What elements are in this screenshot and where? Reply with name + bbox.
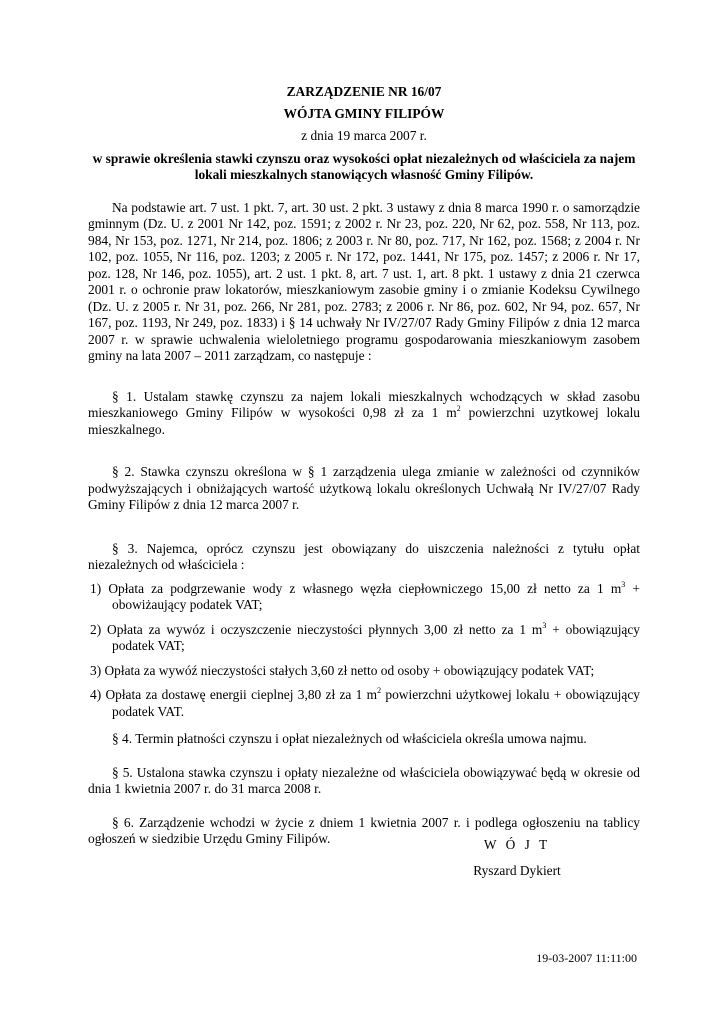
section-4-paragraph: § 4. Termin płatności czynszu i opłat niezależnych od właściciela określa umowa najmu. — [112, 731, 587, 746]
fee-item-1: 1) Opłata za podgrzewanie wody z własnego węzła ciepłowniczego 15,00 zł netto za 1 $m^3$ + obowiżaujący podatek VAT; — [90, 579, 640, 612]
fee-item-3: 3) Opłata za wywóź nieczystości stałych 3,60 zł netto od osoby + obowiązujący podatek VAT; — [90, 662, 595, 678]
section-3-paragraph: § 3. Najemca, oprócz czynszu jest obowiązany do uiszczenia należności z tytułu opłat niezależnych od właściciela : — [88, 540, 640, 572]
section-5-paragraph: § 5. Ustalona stawka czynszu i opłaty niezależne od właściciela obowiązywać będą w okresie od dnia 1 kwietnia 2007 r. do 31 marca 2008 r. — [88, 764, 640, 796]
document-issuer: WÓJTA GMINY FILIPÓW — [283, 105, 445, 121]
section-1-paragraph: § 1. Ustalam stawkę czynszu za najem lokali mieszkalnych wchodzących w skład zasobu mieszkaniowego Gminy Filipów w wysokości 0,98 zł za 1 $m^2$ powierzchni uzytkowej lokalu mieszkalnego. — [88, 388, 640, 437]
fee-item-2: 2) Opłata za wywóz i oczyszczenie nieczystości płynnych 3,00 zł netto za 1 $m^3$ + obowiązujący podatek VAT; — [90, 620, 640, 653]
document-page — [88, 84, 640, 848]
section-6-paragraph: § 6. Zarządzenie wchodzi w życie z dniem 1 kwietnia 2007 r. i podlega ogłoszeniu na tablicy ogłoszeń w siedzibie Urzędu Gminy Filipów. — [88, 814, 640, 846]
document-date: z dnia 19 marca 2007 r. — [301, 128, 427, 143]
document-title: ZARZĄDZENIE NR 16/07 — [286, 84, 442, 99]
fee-item-4: 4) Opłata za dostawę energii cieplnej 3,80 zł za 1 $m^2$ powierzchni użytkowej lokalu + obowiązujący podatek VAT. — [90, 686, 640, 719]
section-2-paragraph: § 2. Stawka czynszu określona w § 1 zarządzenia ulega zmianie w zależności od czynników podwyższających i obniżających wartość użytkową lokalu określonych Uchwałą Nr IV/27/07 Rady Gminy Filipów z dnia 12 marca 2007 r. — [88, 464, 640, 512]
print-timestamp: 19-03-2007 11:11:00 — [536, 951, 637, 965]
legal-basis-paragraph: Na podstawie art. 7 ust. 1 pkt. 7, art. 30 ust. 2 pkt. 3 ustawy z dnia 8 marca 1990 r. o samorządzie gminnym (Dz. U. z 2001 Nr 142, poz. 1591; z 2002 r. Nr 23, poz. 220, Nr 62, poz. 558, Nr 113, poz. 984, Nr 153, poz. 1271, Nr 214, poz. 1806; z 2003 r. Nr 80, poz. 717, Nr 162, poz. 1568; z 2004 r. Nr 102, poz. 1055, Nr 116, poz. 1203; z 2005 r. Nr 172, poz. 1441, Nr 175, poz. 1457; z 2006 r. Nr 17, poz. 128, Nr 146, poz. 1055), art. 2 ust. 1 pkt. 8, art. 7 ust. 1, art. 8 pkt. 1 ustawy z dnia 21 czerwca 2001 r. o ochronie praw lokatorów, mieszkaniowym zasobie gminy i o zmianie Kodeksu Cywilnego (Dz. U. z 2005 r. Nr 31, poz. 266, Nr 281, poz. 2783; z 2006 r. Nr 86, poz. 602, Nr 94, poz. 657, Nr 167, poz. 1193, Nr 249, poz. 1833) i § 14 uchwały Nr IV/27/07 Rady Gminy Filipów z dnia 12 marca 2007 r. w sprawie uchwalenia wieloletniego programu gospodarowania mieszkaniowym zasobem gminy na lata 2007 – 2011 zarządzam, co następuje : — [88, 199, 640, 363]
signature-title: W Ó J T — [483, 837, 551, 852]
signature-name: Ryszard Dykiert — [473, 863, 561, 878]
document-subject: w sprawie określenia stawki czynszu oraz wysokości opłat niezależnych od właściciela za najem lokali mieszkalnych stanowiących własność Gminy Filipów. — [92, 150, 636, 182]
